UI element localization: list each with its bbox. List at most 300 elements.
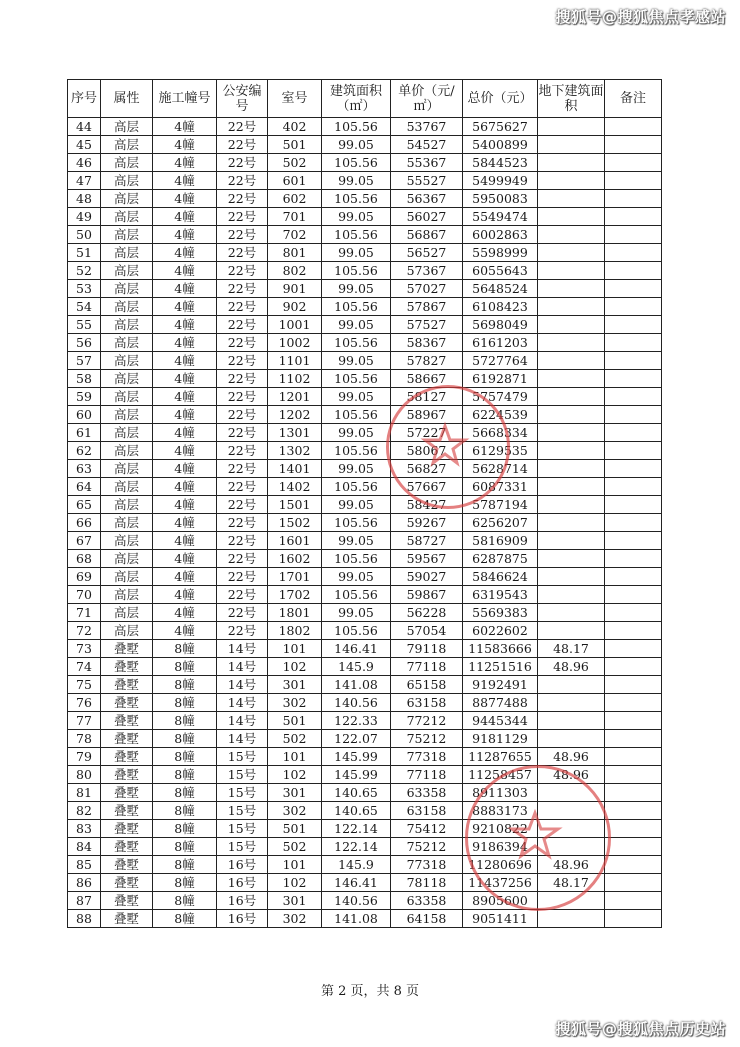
table-cell: 55527 xyxy=(391,172,463,190)
table-cell: 57827 xyxy=(391,352,463,370)
table-row xyxy=(68,478,662,496)
table-cell: 88 xyxy=(68,910,101,928)
table-cell: 105.56 xyxy=(322,154,391,172)
table-cell: 高层 xyxy=(101,118,153,136)
table-row xyxy=(68,334,662,352)
table-cell xyxy=(605,910,662,928)
table-cell: 1602 xyxy=(268,550,322,568)
table-cell: 高层 xyxy=(101,442,153,460)
table-cell: 902 xyxy=(268,298,322,316)
table-cell: 叠墅 xyxy=(101,694,153,712)
table-cell: 55 xyxy=(68,316,101,334)
table-cell: 1401 xyxy=(268,460,322,478)
table-cell: 75212 xyxy=(391,730,463,748)
table-cell: 14号 xyxy=(217,640,268,658)
table-cell: 71 xyxy=(68,604,101,622)
table-cell: 44 xyxy=(68,118,101,136)
table-cell: 11258457 xyxy=(463,766,538,784)
table-cell: 1702 xyxy=(268,586,322,604)
table-cell xyxy=(605,532,662,550)
table-cell: 14号 xyxy=(217,730,268,748)
table-row xyxy=(68,388,662,406)
header-cell: 地下建筑面积 xyxy=(538,80,605,118)
table-cell: 122.07 xyxy=(322,730,391,748)
table-cell xyxy=(605,892,662,910)
table-cell: 58727 xyxy=(391,532,463,550)
table-cell: 901 xyxy=(268,280,322,298)
table-cell: 4幢 xyxy=(153,604,217,622)
table-cell xyxy=(605,298,662,316)
table-row xyxy=(68,532,662,550)
table-cell: 75412 xyxy=(391,820,463,838)
table-cell: 1201 xyxy=(268,388,322,406)
table-cell xyxy=(605,208,662,226)
table-row xyxy=(68,496,662,514)
table-cell: 高层 xyxy=(101,406,153,424)
table-cell: 高层 xyxy=(101,514,153,532)
table-row xyxy=(68,568,662,586)
table-cell: 101 xyxy=(268,640,322,658)
table-cell: 高层 xyxy=(101,244,153,262)
table-cell: 57227 xyxy=(391,424,463,442)
table-cell: 58367 xyxy=(391,334,463,352)
table-cell: 5787194 xyxy=(463,496,538,514)
table-cell xyxy=(538,532,605,550)
table-cell: 59267 xyxy=(391,514,463,532)
table-cell: 叠墅 xyxy=(101,730,153,748)
table-cell: 4幢 xyxy=(153,316,217,334)
table-cell: 11583666 xyxy=(463,640,538,658)
table-cell: 64158 xyxy=(391,910,463,928)
table-cell: 145.99 xyxy=(322,748,391,766)
table-cell: 1301 xyxy=(268,424,322,442)
table-cell: 81 xyxy=(68,784,101,802)
table-cell: 22号 xyxy=(217,406,268,424)
table-cell xyxy=(605,388,662,406)
table-cell: 101 xyxy=(268,856,322,874)
table-cell: 高层 xyxy=(101,172,153,190)
table-cell: 5549474 xyxy=(463,208,538,226)
table-cell: 4幢 xyxy=(153,406,217,424)
table-cell: 6256207 xyxy=(463,514,538,532)
table-cell: 57527 xyxy=(391,316,463,334)
table-cell: 6224539 xyxy=(463,406,538,424)
table-cell xyxy=(605,478,662,496)
table-cell: 5668334 xyxy=(463,424,538,442)
table-cell xyxy=(538,316,605,334)
table-cell: 8幢 xyxy=(153,874,217,892)
table-cell: 122.33 xyxy=(322,712,391,730)
table-cell: 99.05 xyxy=(322,208,391,226)
table-cell: 8幢 xyxy=(153,712,217,730)
table-cell: 15号 xyxy=(217,838,268,856)
table-cell: 高层 xyxy=(101,136,153,154)
table-cell: 78 xyxy=(68,730,101,748)
table-cell: 22号 xyxy=(217,352,268,370)
table-cell xyxy=(538,784,605,802)
table-cell: 4幢 xyxy=(153,388,217,406)
table-cell: 8幢 xyxy=(153,838,217,856)
table-cell: 22号 xyxy=(217,532,268,550)
table-row xyxy=(68,784,662,802)
table-cell: 1801 xyxy=(268,604,322,622)
table-cell: 高层 xyxy=(101,568,153,586)
table-cell xyxy=(538,244,605,262)
table-cell: 5950083 xyxy=(463,190,538,208)
table-cell: 22号 xyxy=(217,118,268,136)
table-cell: 22号 xyxy=(217,568,268,586)
table-cell: 叠墅 xyxy=(101,676,153,694)
table-cell: 22号 xyxy=(217,316,268,334)
table-cell: 9192491 xyxy=(463,676,538,694)
table-cell: 99.05 xyxy=(322,136,391,154)
table-cell xyxy=(538,262,605,280)
table-cell: 57054 xyxy=(391,622,463,640)
table-cell xyxy=(538,442,605,460)
table-cell: 叠墅 xyxy=(101,838,153,856)
table-row xyxy=(68,856,662,874)
table-cell: 1302 xyxy=(268,442,322,460)
table-cell: 105.56 xyxy=(322,262,391,280)
table-cell: 4幢 xyxy=(153,190,217,208)
price-table xyxy=(67,79,662,928)
table-cell: 99.05 xyxy=(322,172,391,190)
table-cell: 6055643 xyxy=(463,262,538,280)
table-cell xyxy=(538,838,605,856)
table-cell xyxy=(605,514,662,532)
table-cell: 叠墅 xyxy=(101,910,153,928)
table-cell xyxy=(538,586,605,604)
table-row xyxy=(68,910,662,928)
table-cell: 105.56 xyxy=(322,226,391,244)
table-cell: 302 xyxy=(268,910,322,928)
table-cell: 4幢 xyxy=(153,442,217,460)
table-cell: 11280696 xyxy=(463,856,538,874)
table-cell: 5400899 xyxy=(463,136,538,154)
table-cell: 63158 xyxy=(391,694,463,712)
table-cell: 602 xyxy=(268,190,322,208)
table-row xyxy=(68,244,662,262)
table-cell: 叠墅 xyxy=(101,640,153,658)
table-cell: 102 xyxy=(268,658,322,676)
table-cell: 54 xyxy=(68,298,101,316)
table-cell xyxy=(605,784,662,802)
table-cell: 高层 xyxy=(101,532,153,550)
table-cell xyxy=(538,352,605,370)
table-cell xyxy=(538,802,605,820)
table-cell: 53 xyxy=(68,280,101,298)
table-cell: 99.05 xyxy=(322,568,391,586)
table-cell: 145.9 xyxy=(322,658,391,676)
table-cell: 77 xyxy=(68,712,101,730)
table-cell: 105.56 xyxy=(322,298,391,316)
table-cell: 83 xyxy=(68,820,101,838)
table-cell: 高层 xyxy=(101,586,153,604)
table-cell: 1001 xyxy=(268,316,322,334)
table-cell: 48.96 xyxy=(538,658,605,676)
table-cell: 22号 xyxy=(217,388,268,406)
header-cell: 室号 xyxy=(268,80,322,118)
table-row xyxy=(68,406,662,424)
table-cell: 56367 xyxy=(391,190,463,208)
table-cell: 15号 xyxy=(217,748,268,766)
table-cell: 4幢 xyxy=(153,244,217,262)
table-cell: 1402 xyxy=(268,478,322,496)
table-cell xyxy=(605,424,662,442)
table-cell: 4幢 xyxy=(153,226,217,244)
table-cell: 高层 xyxy=(101,154,153,172)
table-cell: 76 xyxy=(68,694,101,712)
table-row xyxy=(68,190,662,208)
table-row xyxy=(68,766,662,784)
table-cell: 15号 xyxy=(217,820,268,838)
table-cell: 9051411 xyxy=(463,910,538,928)
watermark-top: 搜狐号@搜狐焦点孝感站 xyxy=(555,8,726,26)
table-cell xyxy=(605,190,662,208)
table-cell xyxy=(605,172,662,190)
table-cell: 8幢 xyxy=(153,820,217,838)
table-row xyxy=(68,352,662,370)
table-cell: 65158 xyxy=(391,676,463,694)
table-cell xyxy=(605,352,662,370)
table-cell: 140.56 xyxy=(322,694,391,712)
table-row xyxy=(68,604,662,622)
table-cell: 75212 xyxy=(391,838,463,856)
table-cell: 45 xyxy=(68,136,101,154)
table-cell: 22号 xyxy=(217,208,268,226)
table-cell: 22号 xyxy=(217,154,268,172)
table-row xyxy=(68,370,662,388)
table-cell: 6108423 xyxy=(463,298,538,316)
table-cell: 高层 xyxy=(101,460,153,478)
table-cell: 58667 xyxy=(391,370,463,388)
table-cell: 105.56 xyxy=(322,514,391,532)
table-cell: 99.05 xyxy=(322,532,391,550)
table-cell: 48.96 xyxy=(538,748,605,766)
table-row xyxy=(68,172,662,190)
table-cell xyxy=(538,550,605,568)
table-cell: 68 xyxy=(68,550,101,568)
table-cell: 高层 xyxy=(101,316,153,334)
table-cell xyxy=(605,154,662,172)
table-cell: 1102 xyxy=(268,370,322,388)
table-cell: 22号 xyxy=(217,604,268,622)
table-row xyxy=(68,514,662,532)
table-cell: 22号 xyxy=(217,172,268,190)
table-cell: 叠墅 xyxy=(101,802,153,820)
table-cell: 16号 xyxy=(217,892,268,910)
table-cell: 601 xyxy=(268,172,322,190)
table-cell: 高层 xyxy=(101,370,153,388)
table-row xyxy=(68,658,662,676)
table-cell: 145.99 xyxy=(322,766,391,784)
table-cell xyxy=(538,370,605,388)
table-cell: 9210822 xyxy=(463,820,538,838)
table-cell: 14号 xyxy=(217,676,268,694)
table-cell: 99.05 xyxy=(322,388,391,406)
table-cell: 48.96 xyxy=(538,856,605,874)
table-cell xyxy=(605,838,662,856)
table-cell: 8幢 xyxy=(153,676,217,694)
table-cell xyxy=(538,622,605,640)
table-cell: 701 xyxy=(268,208,322,226)
table-cell: 8幢 xyxy=(153,658,217,676)
table-cell: 22号 xyxy=(217,262,268,280)
table-cell: 105.56 xyxy=(322,370,391,388)
table-cell: 高层 xyxy=(101,262,153,280)
table-cell xyxy=(538,712,605,730)
table-cell xyxy=(605,658,662,676)
table-cell: 高层 xyxy=(101,190,153,208)
table-cell: 79 xyxy=(68,748,101,766)
table-cell: 5628714 xyxy=(463,460,538,478)
table-row xyxy=(68,442,662,460)
table-cell: 63358 xyxy=(391,892,463,910)
table-cell: 48.17 xyxy=(538,874,605,892)
table-row xyxy=(68,226,662,244)
table-cell xyxy=(605,316,662,334)
table-cell: 501 xyxy=(268,136,322,154)
table-cell: 48.96 xyxy=(538,766,605,784)
table-cell: 8911303 xyxy=(463,784,538,802)
table-cell xyxy=(605,694,662,712)
table-cell: 99.05 xyxy=(322,460,391,478)
table-cell xyxy=(605,622,662,640)
table-cell: 叠墅 xyxy=(101,874,153,892)
table-cell: 4幢 xyxy=(153,478,217,496)
table-cell: 85 xyxy=(68,856,101,874)
table-cell: 4幢 xyxy=(153,262,217,280)
table-cell: 1701 xyxy=(268,568,322,586)
table-cell: 4幢 xyxy=(153,514,217,532)
table-cell: 73 xyxy=(68,640,101,658)
table-cell: 高层 xyxy=(101,226,153,244)
table-row xyxy=(68,154,662,172)
table-cell: 5499949 xyxy=(463,172,538,190)
table-cell: 14号 xyxy=(217,712,268,730)
table-cell xyxy=(605,118,662,136)
table-cell: 1101 xyxy=(268,352,322,370)
header-cell: 施工幢号 xyxy=(153,80,217,118)
table-cell: 63 xyxy=(68,460,101,478)
table-cell: 16号 xyxy=(217,874,268,892)
table-cell: 50 xyxy=(68,226,101,244)
table-row xyxy=(68,550,662,568)
table-cell: 302 xyxy=(268,694,322,712)
table-row xyxy=(68,694,662,712)
table-cell xyxy=(605,748,662,766)
table-cell: 4幢 xyxy=(153,154,217,172)
table-cell: 59567 xyxy=(391,550,463,568)
page-footer: 第 2 页，共 8 页 xyxy=(320,984,420,999)
table-cell: 6192871 xyxy=(463,370,538,388)
table-cell: 4幢 xyxy=(153,568,217,586)
table-cell: 64 xyxy=(68,478,101,496)
table-cell: 77118 xyxy=(391,766,463,784)
table-cell xyxy=(538,694,605,712)
header-cell: 备注 xyxy=(605,80,662,118)
table-cell xyxy=(538,298,605,316)
table-cell: 4幢 xyxy=(153,172,217,190)
table-cell xyxy=(605,406,662,424)
table-cell: 72 xyxy=(68,622,101,640)
table-cell: 84 xyxy=(68,838,101,856)
table-cell: 140.65 xyxy=(322,802,391,820)
table-cell xyxy=(538,334,605,352)
table-cell: 8幢 xyxy=(153,892,217,910)
table-cell: 51 xyxy=(68,244,101,262)
table-cell: 22号 xyxy=(217,334,268,352)
table-cell xyxy=(605,136,662,154)
table-cell: 叠墅 xyxy=(101,712,153,730)
watermark-bottom: 搜狐号@搜狐焦点历史站 xyxy=(555,1020,726,1038)
table-cell: 141.08 xyxy=(322,676,391,694)
table-cell: 14号 xyxy=(217,694,268,712)
table-cell: 501 xyxy=(268,820,322,838)
table-cell: 4幢 xyxy=(153,532,217,550)
table-cell: 高层 xyxy=(101,622,153,640)
table-header-row xyxy=(68,80,662,118)
table-row xyxy=(68,280,662,298)
table-cell: 70 xyxy=(68,586,101,604)
table-cell: 5598999 xyxy=(463,244,538,262)
table-cell xyxy=(538,730,605,748)
table-cell: 5648524 xyxy=(463,280,538,298)
table-cell: 4幢 xyxy=(153,586,217,604)
table-cell: 105.56 xyxy=(322,442,391,460)
table-cell: 22号 xyxy=(217,298,268,316)
table-cell: 77318 xyxy=(391,856,463,874)
table-cell: 502 xyxy=(268,730,322,748)
table-cell: 301 xyxy=(268,676,322,694)
table-cell: 5846624 xyxy=(463,568,538,586)
table-cell: 69 xyxy=(68,568,101,586)
table-cell xyxy=(538,568,605,586)
table-cell: 502 xyxy=(268,838,322,856)
table-cell: 141.08 xyxy=(322,910,391,928)
table-cell xyxy=(605,496,662,514)
table-cell: 105.56 xyxy=(322,586,391,604)
table-cell: 99.05 xyxy=(322,280,391,298)
table-cell xyxy=(605,568,662,586)
table-cell xyxy=(605,586,662,604)
table-cell: 22号 xyxy=(217,442,268,460)
table-cell: 56827 xyxy=(391,460,463,478)
table-cell xyxy=(605,712,662,730)
table-cell xyxy=(538,388,605,406)
table-cell: 5844523 xyxy=(463,154,538,172)
table-cell: 1802 xyxy=(268,622,322,640)
table-cell: 99.05 xyxy=(322,352,391,370)
table-cell: 59867 xyxy=(391,586,463,604)
table-cell: 59 xyxy=(68,388,101,406)
table-cell xyxy=(538,154,605,172)
table-cell: 63158 xyxy=(391,802,463,820)
table-cell: 5569383 xyxy=(463,604,538,622)
table-cell: 4幢 xyxy=(153,334,217,352)
table-cell: 叠墅 xyxy=(101,766,153,784)
table-cell: 8幢 xyxy=(153,694,217,712)
table-cell: 702 xyxy=(268,226,322,244)
table-cell: 48.17 xyxy=(538,640,605,658)
table-cell xyxy=(538,496,605,514)
table-cell: 56527 xyxy=(391,244,463,262)
table-cell: 102 xyxy=(268,874,322,892)
table-cell xyxy=(538,172,605,190)
table-cell: 1502 xyxy=(268,514,322,532)
table-cell: 8幢 xyxy=(153,730,217,748)
table-cell: 高层 xyxy=(101,280,153,298)
